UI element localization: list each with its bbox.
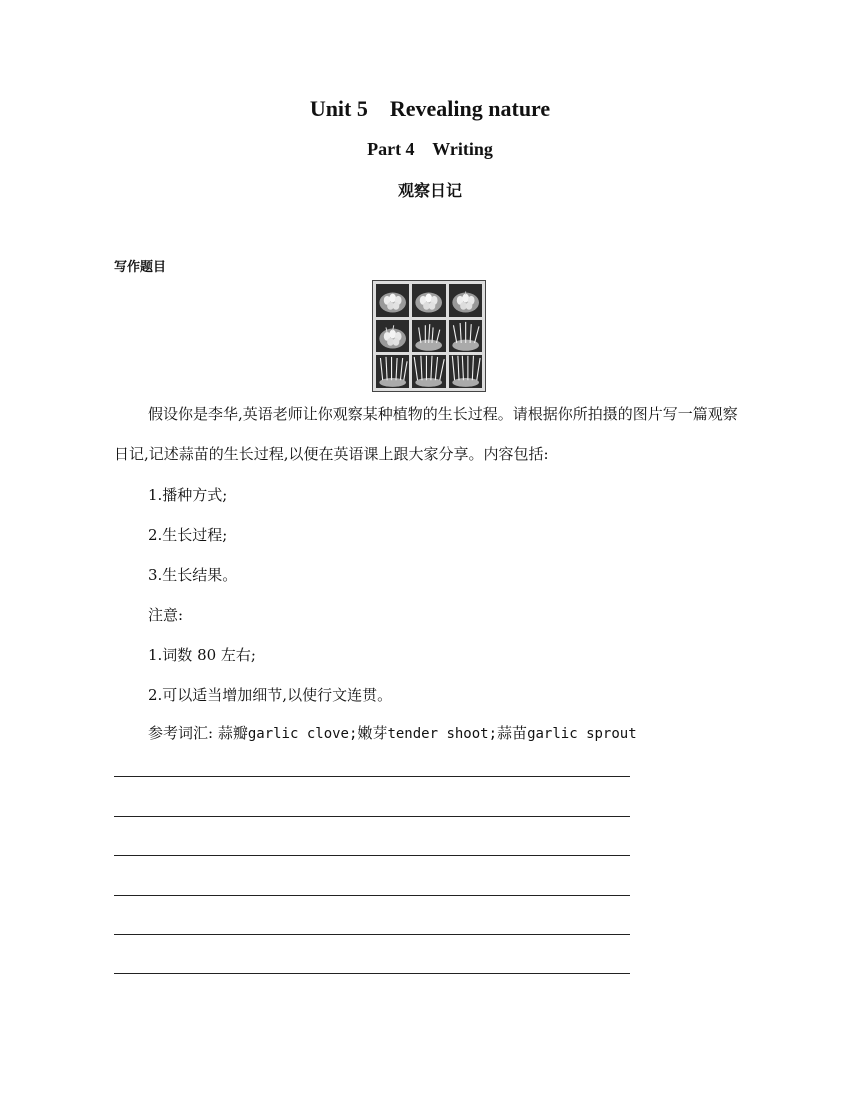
note-label: 注意: <box>148 606 184 624</box>
photo-cell-5 <box>412 320 445 353</box>
unit-title: Unit 5 Revealing nature <box>309 96 551 121</box>
content-item-3: 3.生长结果。 <box>148 566 238 584</box>
answer-line-6[interactable] <box>114 973 630 974</box>
vocab-en-3: garlic sprout <box>527 726 637 742</box>
vocab-en-2: tender shoot <box>387 726 489 742</box>
part-title: Part 4 Writing <box>367 139 493 159</box>
section-label: 写作题目 <box>114 260 167 275</box>
photo-cell-4 <box>376 320 409 353</box>
vocab-label: 参考词汇: <box>148 724 218 742</box>
vocab-cn-2: 嫩芽 <box>357 724 388 742</box>
answer-line-3[interactable] <box>114 855 630 856</box>
prompt-paragraph: 假设你是李华,英语老师让你观察某种植物的生长过程。请根据你所拍摄的图片写一篇观察日记,记述蒜苗的生长过程,以便在英语课上跟大家分享。内容包括: <box>114 405 738 463</box>
vocab-en-1: garlic clove <box>247 726 349 742</box>
subtitle: 观察日记 <box>397 181 462 200</box>
content-item-2: 2.生长过程; <box>148 526 228 544</box>
photo-cell-7 <box>376 355 409 388</box>
photo-cell-6 <box>449 320 482 353</box>
answer-line-1[interactable] <box>114 776 630 777</box>
answer-line-5[interactable] <box>114 934 630 935</box>
vocab-line: 参考词汇: 蒜瓣garlic clove;嫩芽tender shoot;蒜苗garlic sprout <box>148 724 637 742</box>
photo-cell-9 <box>449 355 482 388</box>
garlic-growth-figure <box>372 280 486 392</box>
content-item-1: 1.播种方式; <box>148 486 228 504</box>
photo-cell-1 <box>376 284 409 317</box>
answer-line-2[interactable] <box>114 816 630 817</box>
vocab-cn-1: 蒜瓣 <box>217 724 248 742</box>
photo-cell-3 <box>449 284 482 317</box>
note-item-1: 1.词数 80 左右; <box>148 646 256 664</box>
photo-cell-8 <box>412 355 445 388</box>
note-item-2: 2.可以适当增加细节,以使行文连贯。 <box>148 686 393 704</box>
answer-line-4[interactable] <box>114 895 630 896</box>
photo-cell-2 <box>412 284 445 317</box>
vocab-cn-3: 蒜苗 <box>497 724 528 742</box>
